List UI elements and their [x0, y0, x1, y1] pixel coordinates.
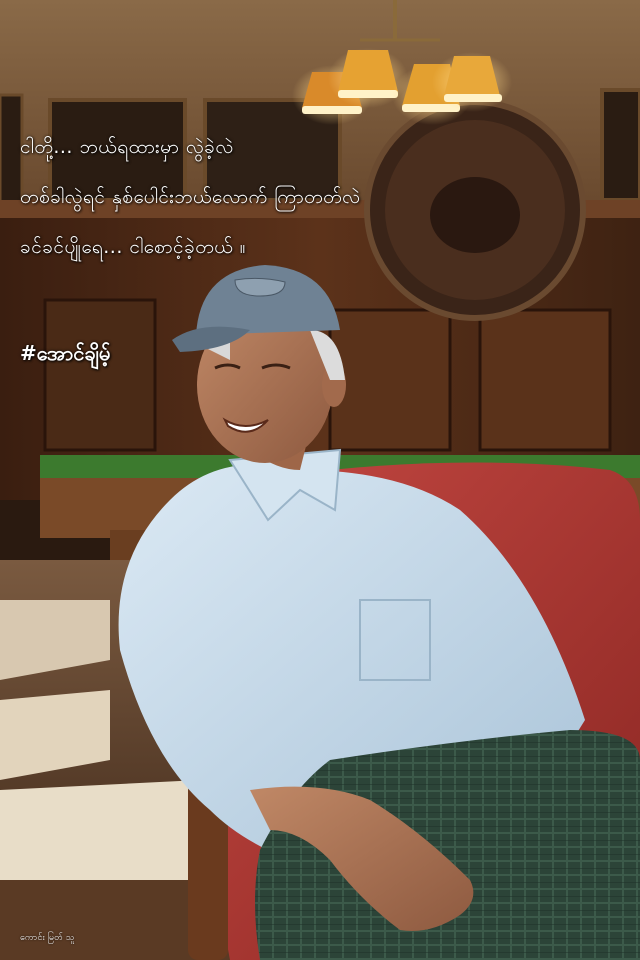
caption-line-1: ငါတို့... ဘယ်ရထားမှာ လွဲခဲ့လဲ: [20, 136, 234, 158]
wall-frame-far-left: [0, 95, 22, 205]
panel-inset-1: [45, 300, 155, 450]
panel-inset-2: [330, 310, 450, 450]
hashtag[interactable]: #အောင်ချိမ့်: [20, 341, 111, 365]
caption-line-3: ခင်ခင်ပျိုရေ... ငါစောင့်ခဲ့တယ် ။: [20, 236, 247, 258]
photo-credit: ကောင်း မြတ် သူ: [20, 933, 75, 943]
caption-line-2: တစ်ခါလွဲရင် နှစ်ပေါင်းဘယ်လောက် ကြာတတ်လဲ: [20, 186, 361, 208]
poem-caption: [20, 122, 620, 272]
panel-inset-3: [480, 310, 610, 450]
